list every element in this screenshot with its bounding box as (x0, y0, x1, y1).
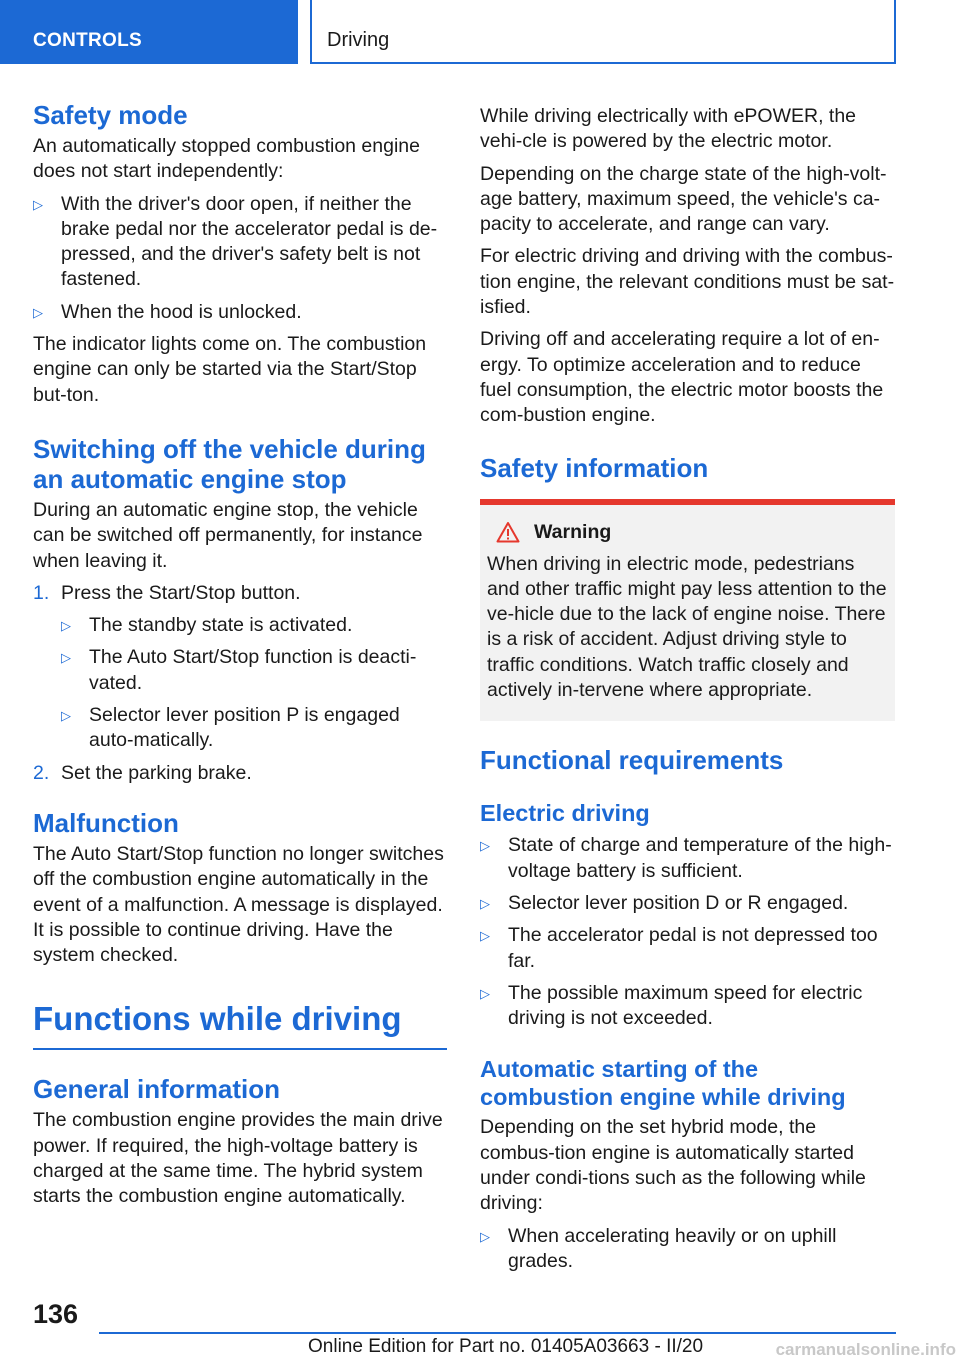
functional-requirements-heading: Functional requirements (480, 745, 784, 776)
malfunction-heading: Malfunction (33, 807, 179, 838)
electric-driving-list (480, 833, 895, 1031)
triangle-bullet-icon: ▷ (480, 895, 490, 911)
warning-label: Warning (534, 520, 612, 543)
functions-rule (33, 1048, 447, 1050)
paragraph: Driving off and accelerating require a lot of en-ergy. To optimize acceleration and to reduce fuel consumption, the electric motor boosts the com-bustion engine. (480, 328, 884, 427)
safety-info-heading: Safety information (480, 452, 709, 483)
paragraph: Depending on the charge state of the high-volt-age battery, maximum speed, the vehicle's ca-pacity to accelerate, and range can vary. (480, 162, 887, 236)
list-item: ▷ The standby state is activated. (61, 614, 353, 637)
safety-mode-note: The indicator lights come on. The combustion engine can only be started via the Start/Stop but-ton. (33, 333, 427, 406)
triangle-bullet-icon: ▷ (33, 196, 43, 212)
list-item: ▷ Selector lever position D or R engaged. (480, 891, 849, 914)
step-sub-list (61, 613, 447, 753)
malfunction-text: The Auto Start/Stop function no longer switches off the combustion engine automatically in the event of a malfunction. A message is displayed. It is possible to continue driving. Have the system checked. (33, 842, 444, 967)
triangle-bullet-icon: ▷ (33, 304, 43, 320)
general-info-heading: General information (33, 1074, 281, 1105)
step-number: 1. (33, 581, 50, 604)
auto-start-heading: Automatic starting of the combustion engine while driving (480, 1056, 846, 1111)
warning-text: When driving in electric mode, pedestrians and other traffic might pay less attention to the ve-hicle due to the lack of engine noise. There is a risk of accident. Adjust driving style to traffic conditions. Watch traffic closely and actively in-tervene where appropriate. (487, 552, 887, 702)
chapter-tab (310, 0, 896, 64)
step-number: 2. (33, 761, 50, 784)
list-item: ▷ When the hood is unlocked. (33, 300, 302, 323)
step-item: 1. Press the Start/Stop button. ▷ The standby state is activated. ▷ The Auto Start/Stop function is deacti-vated. ▷ Selector lever position P is engaged auto-matically. (33, 581, 447, 754)
list-item: ▷ The possible maximum speed for electric driving is not exceeded. (480, 981, 863, 1030)
section-tab (0, 0, 298, 64)
triangle-bullet-icon: ▷ (61, 618, 71, 634)
switch-off-steps (33, 581, 447, 786)
general-info-text: The combustion engine provides the main drive power. If required, the high-voltage battery is charged at the same time. The hybrid system starts the combustion engine automatically. (33, 1109, 443, 1208)
switch-off-heading: Switching off the vehicle during an automatic engine stop (33, 433, 426, 494)
triangle-bullet-icon: ▷ (61, 650, 71, 666)
edition-text: Online Edition for Part no. 01405A03663 - II/20 (308, 1336, 704, 1357)
functions-heading: Functions while driving (33, 1000, 402, 1038)
warning-triangle-icon (496, 521, 520, 543)
safety-mode-intro: An automatically stopped combustion engine does not start independently: (33, 135, 420, 183)
triangle-bullet-icon: ▷ (480, 928, 490, 944)
warning-box (480, 499, 895, 722)
list-item: ▷ With the driver's door open, if neither the brake pedal nor the accelerator pedal is de-pressed, and the driver's safety belt is not fastened. (33, 192, 438, 291)
safety-mode-heading: Safety mode (33, 100, 188, 130)
footer-rule (99, 1332, 896, 1334)
safety-mode-list (33, 192, 447, 325)
paragraph: While driving electrically with ePOWER, the vehi-cle is powered by the electric motor. (480, 105, 857, 153)
triangle-bullet-icon: ▷ (61, 708, 71, 724)
auto-start-list (480, 1224, 895, 1275)
left-column (33, 100, 447, 1217)
list-item: ▷ When accelerating heavily or on uphill grades. (480, 1224, 837, 1272)
right-column (480, 104, 895, 1281)
triangle-bullet-icon: ▷ (480, 985, 490, 1001)
chapter-label: Driving (327, 29, 390, 51)
auto-start-text: Depending on the set hybrid mode, the combus-tion engine is automatically started under condi-tions such as the following while driving: (480, 1116, 866, 1215)
section-label: CONTROLS (33, 30, 143, 51)
warning-header (487, 521, 887, 544)
switch-off-intro: During an automatic engine stop, the vehicle can be switched off permanently, for instance when leaving it. (33, 498, 423, 572)
page-number: 136 (33, 1299, 79, 1329)
list-item: ▷ The Auto Start/Stop function is deacti-vated. (61, 646, 417, 694)
list-item: ▷ The accelerator pedal is not depressed too far. (480, 924, 878, 972)
list-item: ▷ Selector lever position P is engaged auto-matically. (61, 704, 400, 752)
triangle-bullet-icon: ▷ (480, 838, 490, 854)
watermark: carmanualsonline.info (775, 1340, 956, 1359)
paragraph: For electric driving and driving with the combus-tion engine, the relevant conditions must be sat-isfied. (480, 245, 895, 319)
step-item: 2. Set the parking brake. (33, 761, 447, 786)
triangle-bullet-icon: ▷ (480, 1228, 490, 1244)
list-item: ▷ State of charge and temperature of the high-voltage battery is sufficient. (480, 834, 892, 882)
electric-driving-heading: Electric driving (480, 800, 650, 827)
